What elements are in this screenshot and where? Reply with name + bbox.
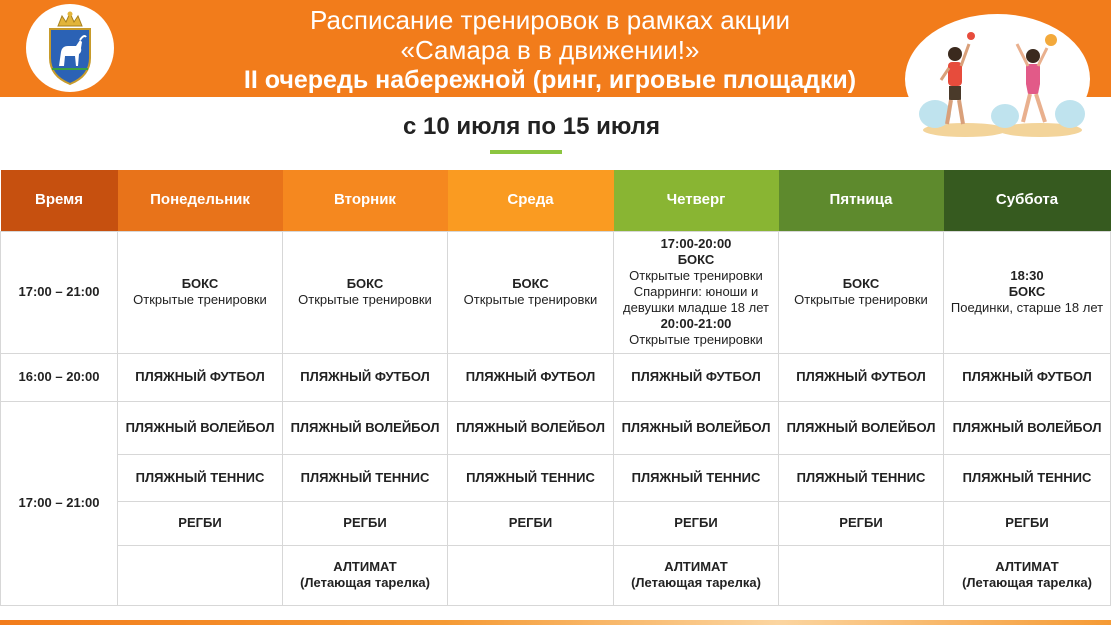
page-title (170, 5, 930, 95)
title-line-3: II очередь набережной (ринг, игровые площадки) (243, 66, 857, 94)
activity-title: БОКС (1008, 284, 1046, 299)
tennis-cell: ПЛЯЖНЫЙ ТЕННИС (283, 454, 448, 501)
date-underline (490, 150, 562, 154)
time-cell: 16:00 – 20:00 (1, 353, 118, 401)
boxing-cell-tuesday (283, 231, 448, 353)
empty-cell (118, 545, 283, 605)
header-thursday: Четверг (614, 170, 779, 231)
volleyball-cell: ПЛЯЖНЫЙ ВОЛЕЙБОЛ (944, 401, 1111, 454)
football-cell: ПЛЯЖНЫЙ ФУТБОЛ (283, 353, 448, 401)
tennis-cell: ПЛЯЖНЫЙ ТЕННИС (944, 454, 1111, 501)
empty-cell (779, 545, 944, 605)
date-range: с 10 июля по 15 июля (402, 113, 661, 140)
table-row-volleyball (1, 401, 1111, 454)
volleyball-cell: ПЛЯЖНЫЙ ВОЛЕЙБОЛ (118, 401, 283, 454)
tennis-cell: ПЛЯЖНЫЙ ТЕННИС (118, 454, 283, 501)
ultimate-cell-saturday (944, 545, 1111, 605)
activity-title: БОКС (842, 276, 880, 291)
boxing-cell-thursday (614, 231, 779, 353)
table-row-boxing (1, 231, 1111, 353)
rugby-cell: РЕГБИ (944, 501, 1111, 545)
football-cell: ПЛЯЖНЫЙ ФУТБОЛ (614, 353, 779, 401)
title-line-1: Расписание тренировок в рамках акции (309, 5, 790, 35)
volleyball-cell: ПЛЯЖНЫЙ ВОЛЕЙБОЛ (779, 401, 944, 454)
header-time: Время (1, 170, 118, 231)
schedule-table (0, 170, 1111, 606)
activity-title: БОКС (677, 252, 715, 267)
activity-title: БОКС (346, 276, 384, 291)
boxing-cell-wednesday (448, 231, 614, 353)
volleyball-cell: ПЛЯЖНЫЙ ВОЛЕЙБОЛ (614, 401, 779, 454)
activity-note: Открытые тренировки (463, 292, 598, 307)
bottom-accent-bar (0, 620, 1111, 625)
activity-note: Спарринги: юноши и девушки младше 18 лет (623, 284, 769, 315)
activity-note: Открытые тренировки (629, 332, 763, 347)
football-cell: ПЛЯЖНЫЙ ФУТБОЛ (944, 353, 1111, 401)
rugby-cell: РЕГБИ (448, 501, 614, 545)
activity-title: АЛТИМАТ (333, 559, 397, 574)
activity-time: 18:30 (1010, 268, 1044, 283)
header-friday: Пятница (779, 170, 944, 231)
activity-time: 17:00-20:00 (660, 236, 732, 251)
football-cell: ПЛЯЖНЫЙ ФУТБОЛ (779, 353, 944, 401)
activity-note: (Летающая тарелка) (300, 575, 430, 590)
table-row-tennis (1, 454, 1111, 501)
tennis-cell: ПЛЯЖНЫЙ ТЕННИС (448, 454, 614, 501)
tennis-cell: ПЛЯЖНЫЙ ТЕННИС (614, 454, 779, 501)
activity-note: (Летающая тарелка) (631, 575, 761, 590)
rugby-cell: РЕГБИ (779, 501, 944, 545)
activity-title: АЛТИМАТ (995, 559, 1059, 574)
football-cell: ПЛЯЖНЫЙ ФУТБОЛ (448, 353, 614, 401)
ultimate-cell-thursday (614, 545, 779, 605)
header-monday: Понедельник (118, 170, 283, 231)
time-cell: 17:00 – 21:00 (1, 231, 118, 353)
ultimate-cell-tuesday (283, 545, 448, 605)
volleyball-cell: ПЛЯЖНЫЙ ВОЛЕЙБОЛ (448, 401, 614, 454)
boxing-cell-friday (779, 231, 944, 353)
activity-title: БОКС (181, 276, 219, 291)
football-cell: ПЛЯЖНЫЙ ФУТБОЛ (118, 353, 283, 401)
activity-note: Поединки, старше 18 лет (950, 300, 1104, 315)
table-row-ultimate (1, 545, 1111, 605)
boxing-cell-saturday (944, 231, 1111, 353)
tennis-cell: ПЛЯЖНЫЙ ТЕННИС (779, 454, 944, 501)
table-header-row (1, 170, 1111, 231)
title-line-2: «Самара в в движении!» (400, 35, 700, 65)
activity-title: АЛТИМАТ (664, 559, 728, 574)
rugby-cell: РЕГБИ (283, 501, 448, 545)
activity-note: Открытые тренировки (298, 292, 432, 307)
samara-coat-of-arms-icon (26, 4, 114, 92)
activity-note: (Летающая тарелка) (962, 575, 1092, 590)
rugby-cell: РЕГБИ (118, 501, 283, 545)
header-wednesday: Среда (448, 170, 614, 231)
header-saturday: Суббота (944, 170, 1111, 231)
activity-note: Открытые тренировки (629, 268, 763, 283)
activity-time: 20:00-21:00 (660, 316, 732, 331)
activity-note: Открытые тренировки (133, 292, 267, 307)
boxing-cell-monday (118, 231, 283, 353)
activity-title: БОКС (512, 276, 549, 291)
table-row-rugby (1, 501, 1111, 545)
volleyball-cell: ПЛЯЖНЫЙ ВОЛЕЙБОЛ (283, 401, 448, 454)
rugby-cell: РЕГБИ (614, 501, 779, 545)
activity-note: Открытые тренировки (794, 292, 928, 307)
table-row-football (1, 353, 1111, 401)
header-tuesday: Вторник (283, 170, 448, 231)
time-cell: 17:00 – 21:00 (1, 401, 118, 605)
empty-cell (448, 545, 614, 605)
